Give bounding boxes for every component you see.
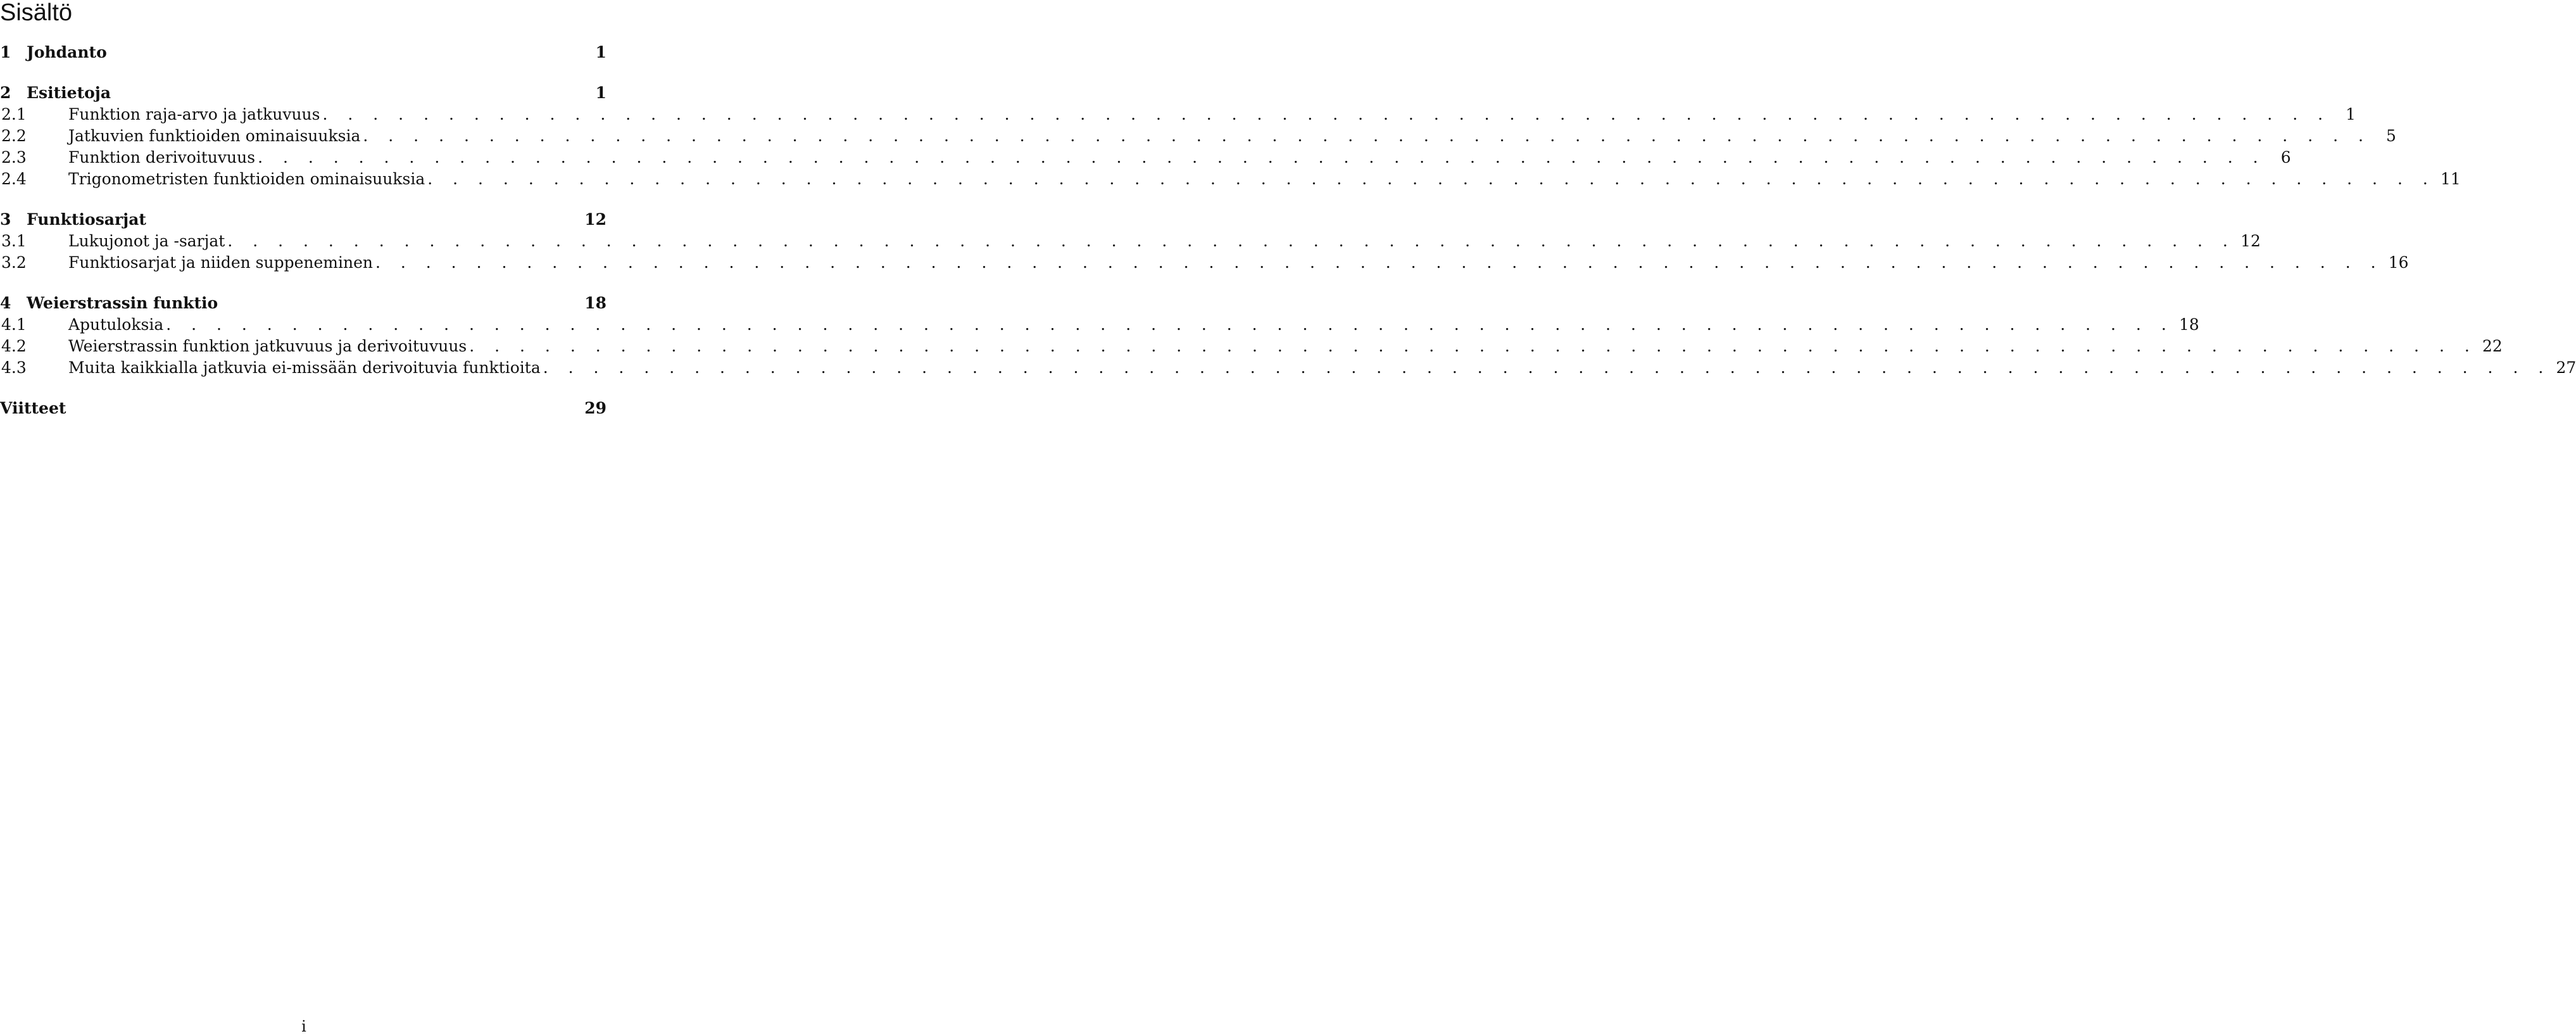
toc-section-number: 3.1	[1, 232, 27, 250]
toc-chapter-number: 1	[0, 43, 11, 61]
toc-section-page: 1	[2346, 105, 2356, 123]
toc-dot-leader: . . . . . . . . . . . . . . . . . . . . . . . . . . . . . . . . . . . . . . . . . . . . . . . . . . . . . . . . . . . . . . . . . . . . . . . . . . . . . . . .	[543, 358, 2551, 377]
toc-dot-leader: . . . . . . . . . . . . . . . . . . . . . . . . . . . . . . . . . . . . . . . . . . . . . . . . . . . . . . . . . . . . . . . . . . . . . . . . . . . . . . . .	[469, 337, 2477, 355]
toc-chapter-title: Viitteet	[0, 399, 66, 417]
toc-section-page: 18	[2178, 315, 2199, 334]
toc-dot-leader: . . . . . . . . . . . . . . . . . . . . . . . . . . . . . . . . . . . . . . . . . . . . . . . . . . . . . . . . . . . . . . . . . . . . . . . . . . . . . . . .	[363, 127, 2371, 145]
toc-section-page: 12	[2240, 232, 2261, 250]
toc-section-title: Muita kaikkialla jatkuvia ei-missään derivoituvia funktioita	[68, 358, 541, 377]
toc-section-title: Funktion derivoituvuus	[68, 148, 256, 167]
toc-chapter-number: 2	[0, 84, 11, 102]
toc-section-title: Funktiosarjat ja niiden suppeneminen	[68, 253, 373, 272]
toc-chapter-page: 1	[595, 84, 606, 102]
toc-chapter-title: Funktiosarjat	[27, 210, 146, 229]
toc-section-number: 4.1	[1, 315, 27, 334]
toc-chapter[interactable]	[0, 82, 606, 104]
toc-chapter-title: Weierstrassin funktio	[27, 294, 218, 312]
toc-section-page: 5	[2386, 127, 2396, 145]
toc-section-page: 22	[2482, 337, 2503, 355]
toc-section[interactable]	[0, 252, 2409, 274]
toc-chapter-number: 3	[0, 210, 11, 229]
toc-section[interactable]	[0, 314, 2199, 336]
page-title: Sisältö	[0, 0, 73, 26]
toc-chapter[interactable]	[0, 293, 606, 314]
toc-section-page: 27	[2556, 358, 2576, 377]
toc-section[interactable]	[0, 231, 2261, 252]
toc-section-number: 4.2	[1, 337, 27, 355]
toc-section-number: 3.2	[1, 253, 27, 272]
toc-dot-leader: . . . . . . . . . . . . . . . . . . . . . . . . . . . . . . . . . . . . . . . . . . . . . . . . . . . . . . . . . . . . . . . . . . . . . . . . . . . . . . . .	[322, 105, 2331, 123]
toc-section-page: 6	[2280, 148, 2291, 167]
toc-section-number: 4.3	[1, 358, 27, 377]
toc-section-number: 2.4	[1, 170, 27, 188]
toc-dot-leader: . . . . . . . . . . . . . . . . . . . . . . . . . . . . . . . . . . . . . . . . . . . . . . . . . . . . . . . . . . . . . . . . . . . . . . . . . . . . . . . .	[258, 148, 2266, 167]
toc-chapter-title: Johdanto	[27, 43, 107, 61]
toc-section-page: 11	[2440, 170, 2461, 188]
toc-section[interactable]	[0, 147, 2291, 168]
toc-section-title: Trigonometristen funktioiden ominaisuuksia	[68, 170, 425, 188]
toc-dot-leader: . . . . . . . . . . . . . . . . . . . . . . . . . . . . . . . . . . . . . . . . . . . . . . . . . . . . . . . . . . . . . . . . . . . . . . . . . . . . . . . .	[227, 232, 2235, 250]
toc-section-number: 2.1	[1, 105, 27, 123]
toc-dot-leader: . . . . . . . . . . . . . . . . . . . . . . . . . . . . . . . . . . . . . . . . . . . . . . . . . . . . . . . . . . . . . . . . . . . . . . . . . . . . . . . .	[375, 253, 2384, 272]
toc-chapter-page: 12	[584, 210, 606, 229]
toc-section-page: 16	[2388, 253, 2409, 272]
toc-chapter-page: 29	[584, 399, 606, 417]
toc-section[interactable]	[0, 336, 2503, 357]
toc-chapter[interactable]	[0, 209, 606, 231]
toc-section-title: Aputuloksia	[68, 315, 164, 334]
toc-chapter-page: 1	[595, 43, 606, 61]
toc-chapter-page: 18	[584, 294, 606, 312]
toc-section-number: 2.3	[1, 148, 27, 167]
toc-section-number: 2.2	[1, 127, 27, 145]
toc-section-title: Funktion raja-arvo ja jatkuvuus	[68, 105, 320, 123]
toc-section-title: Jatkuvien funktioiden ominaisuuksia	[68, 127, 361, 145]
toc-section-title: Lukujonot ja -sarjat	[68, 232, 225, 250]
toc-section[interactable]	[0, 104, 2356, 125]
page-number: i	[301, 1018, 306, 1035]
toc-chapter[interactable]	[0, 398, 606, 419]
toc-dot-leader: . . . . . . . . . . . . . . . . . . . . . . . . . . . . . . . . . . . . . . . . . . . . . . . . . . . . . . . . . . . . . . . . . . . . . . . . . . . . . . . .	[166, 315, 2174, 334]
toc-chapter-title: Esitietoja	[27, 84, 111, 102]
toc-chapter-number: 4	[0, 294, 11, 312]
toc-chapter[interactable]	[0, 42, 606, 63]
toc-section[interactable]	[0, 168, 2461, 190]
toc-section[interactable]	[0, 125, 2396, 147]
toc-dot-leader: . . . . . . . . . . . . . . . . . . . . . . . . . . . . . . . . . . . . . . . . . . . . . . . . . . . . . . . . . . . . . . . . . . . . . . . . . . . . . . . .	[427, 170, 2435, 188]
table-of-contents	[0, 42, 2576, 419]
toc-section-title: Weierstrassin funktion jatkuvuus ja derivoituvuus	[68, 337, 467, 355]
toc-section[interactable]	[0, 357, 2576, 379]
